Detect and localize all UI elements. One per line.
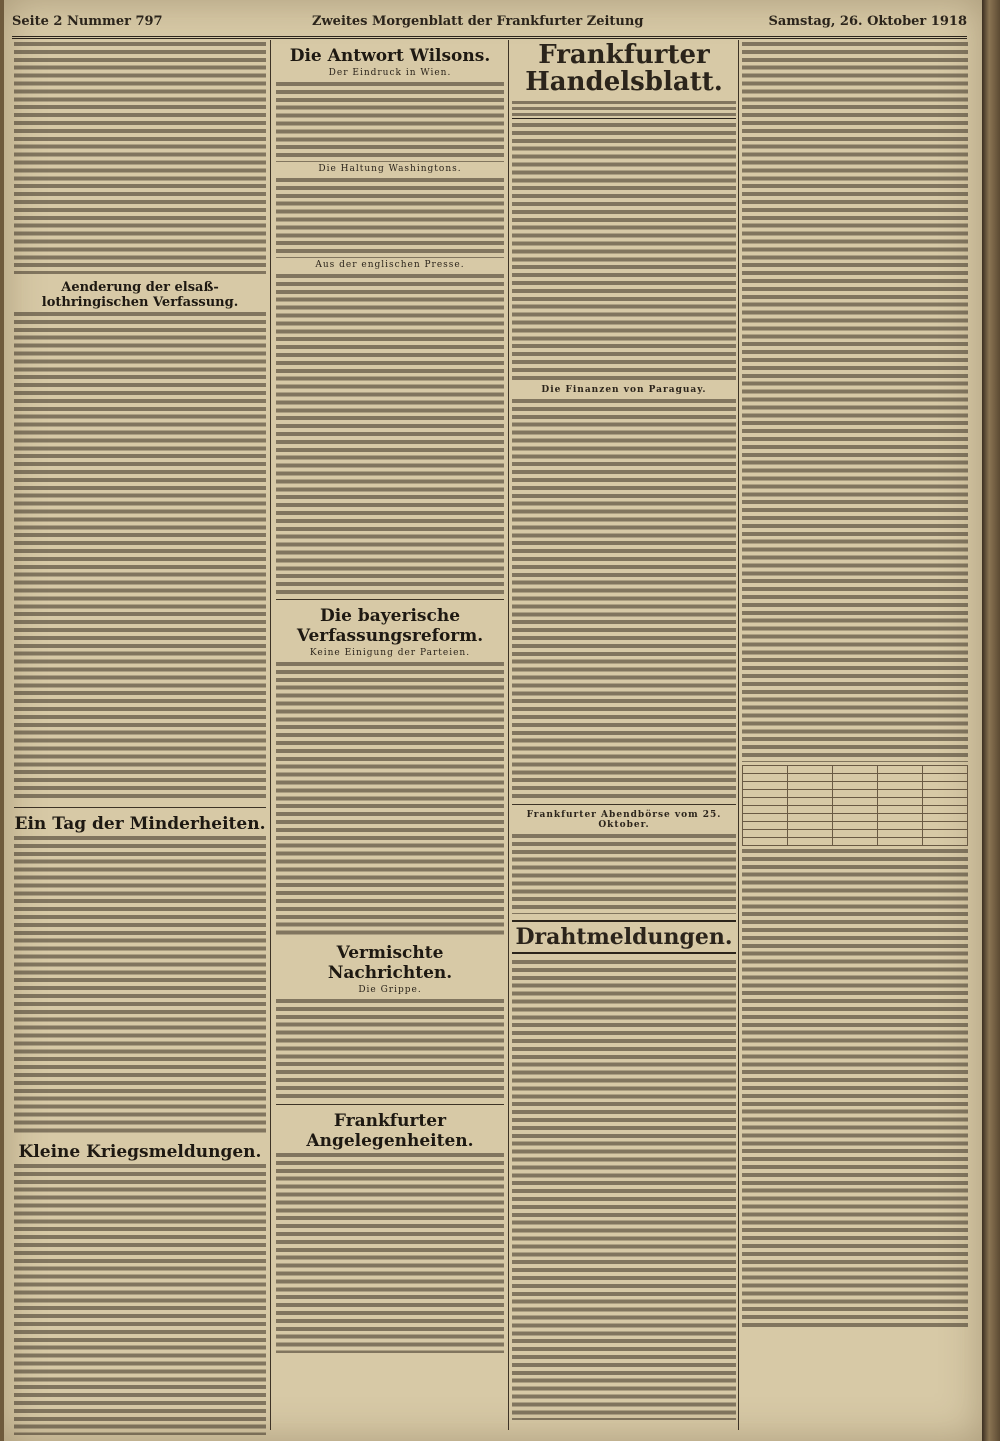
table-cell [878, 830, 923, 838]
table-cell [878, 774, 923, 782]
column-rule [508, 40, 509, 1430]
table-cell [788, 766, 833, 774]
table-cell [833, 822, 878, 830]
table-cell [833, 830, 878, 838]
section-heading: Drahtmeldungen. [512, 920, 736, 954]
article-subheading: Die Haltung Washingtons. [318, 164, 462, 174]
table-cell [788, 790, 833, 798]
table-cell [788, 782, 833, 790]
article-heading: Aenderung der elsaß-lothringischen Verfassung. [41, 280, 239, 310]
table-cell [923, 814, 968, 822]
table-row [743, 814, 968, 822]
table-cell [923, 798, 968, 806]
table-row [743, 774, 968, 782]
table-cell [743, 766, 788, 774]
table-cell [923, 790, 968, 798]
table-cell [743, 774, 788, 782]
article-body [14, 42, 266, 274]
table-cell [833, 782, 878, 790]
table-cell [878, 790, 923, 798]
article-subheading: Der Eindruck in Wien. [328, 68, 452, 78]
column-2 [276, 40, 504, 1435]
article-body [276, 1153, 504, 1353]
article-body [742, 42, 968, 762]
column-3 [512, 40, 736, 1435]
article-body [276, 999, 504, 1099]
article-body [14, 836, 266, 1136]
table-cell [743, 782, 788, 790]
article-heading: Die Antwort Wilsons. [289, 46, 491, 66]
table-cell [788, 830, 833, 838]
table-cell [743, 798, 788, 806]
table-cell [833, 774, 878, 782]
newspaper-title: Zweites Morgenblatt der Frankfurter Zeitung [312, 14, 644, 29]
table-cell [923, 830, 968, 838]
article-body [512, 834, 736, 914]
article-subheading: Die Grippe. [358, 985, 422, 995]
masthead-note [512, 101, 736, 119]
table-cell [923, 774, 968, 782]
table-cell [788, 822, 833, 830]
article-subheading: Die Finanzen von Paraguay. [541, 384, 707, 395]
table-cell [923, 766, 968, 774]
table-cell [878, 822, 923, 830]
table-row [743, 766, 968, 774]
article-body [14, 1164, 266, 1435]
page-header [12, 6, 967, 39]
table-cell [878, 766, 923, 774]
table-cell [788, 838, 833, 846]
table-cell [743, 830, 788, 838]
article-heading: Ein Tag der Minderheiten. [14, 814, 266, 834]
article-body [14, 312, 266, 802]
table-cell [878, 838, 923, 846]
table-row [743, 806, 968, 814]
article-body [276, 274, 504, 594]
article-subheading: Keine Einigung der Parteien. [309, 648, 471, 658]
page-number: Seite 2 Nummer 797 [12, 14, 163, 29]
article-body [512, 960, 736, 1420]
table-row [743, 790, 968, 798]
table-row [743, 782, 968, 790]
table-cell [833, 766, 878, 774]
table-cell [878, 814, 923, 822]
column-rule [270, 40, 271, 1430]
table-row [743, 838, 968, 846]
table-cell [788, 806, 833, 814]
table-cell [833, 790, 878, 798]
table-cell [788, 774, 833, 782]
table-cell [833, 838, 878, 846]
table-cell [788, 798, 833, 806]
newspaper-page [4, 0, 982, 1441]
article-heading: Kleine Kriegsmeldungen. [18, 1142, 262, 1162]
article-heading: Vermischte Nachrichten. [327, 943, 453, 983]
table-cell [923, 782, 968, 790]
table-row [743, 798, 968, 806]
divider [276, 599, 504, 600]
table-cell [833, 806, 878, 814]
table-cell [833, 814, 878, 822]
table-row [743, 822, 968, 830]
article-body [512, 399, 736, 799]
article-body [742, 849, 968, 1329]
article-body [512, 123, 736, 383]
article-subheading: Frankfurter Abendbörse vom 25. Oktober. [526, 809, 722, 830]
table-cell [878, 798, 923, 806]
table-cell [923, 838, 968, 846]
table-cell [743, 814, 788, 822]
column-rule [738, 40, 739, 1430]
exchange-rate-table [742, 765, 968, 846]
article-heading: Frankfurter Angelegenheiten. [306, 1111, 474, 1151]
article-subheading: Aus der englischen Presse. [315, 260, 465, 270]
table-cell [743, 822, 788, 830]
table-cell [923, 822, 968, 830]
article-body [276, 178, 504, 258]
table-cell [743, 790, 788, 798]
divider [276, 1104, 504, 1105]
section-masthead: Frankfurter Handelsblatt. [525, 40, 723, 98]
table-cell [878, 806, 923, 814]
table-cell [788, 814, 833, 822]
table-cell [743, 838, 788, 846]
table-cell [833, 798, 878, 806]
article-body [276, 82, 504, 162]
table-cell [923, 806, 968, 814]
table-cell [878, 782, 923, 790]
table-cell [743, 806, 788, 814]
divider [512, 804, 736, 805]
article-heading: Die bayerische Verfassungsreform. [296, 606, 484, 646]
article-body [276, 662, 504, 937]
column-1 [14, 40, 266, 1435]
page-edge [982, 0, 1000, 1441]
table-row [743, 830, 968, 838]
divider [14, 807, 266, 808]
column-4 [742, 40, 968, 1435]
issue-date: Samstag, 26. Oktober 1918 [768, 14, 967, 29]
